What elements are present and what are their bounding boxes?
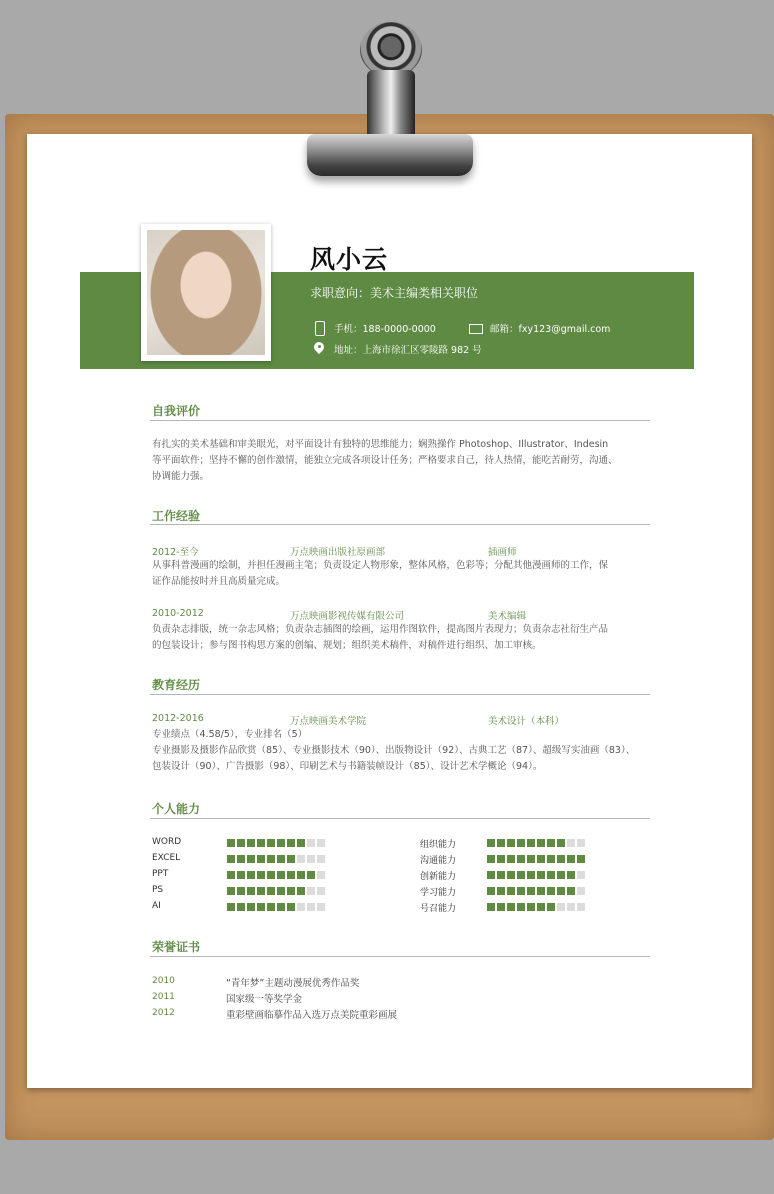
skill-level-square — [297, 887, 305, 895]
skill-level-square — [277, 903, 285, 911]
section-title-honors: 荣誉证书 — [152, 940, 201, 954]
skill-label: 创新能力 — [420, 872, 457, 882]
skill-level-square — [317, 903, 325, 911]
skill-level-square — [527, 871, 535, 879]
skill-label: AI — [152, 901, 161, 911]
skill-level-square — [317, 839, 325, 847]
text-line: 从事科普漫画的绘制，并担任漫画主笔；负责设定人物形象，整体风格，色彩等；分配其他漫画师的工作，保 — [152, 560, 609, 571]
skill-level-square — [527, 855, 535, 863]
text-line: 的包装设计；参与图书构思方案的创编、规划；组织美术稿件，对稿件进行组织、加工审核。 — [152, 640, 542, 651]
text-line: 协调能力强。 — [152, 471, 210, 482]
skill-level-square — [237, 871, 245, 879]
skill-level-square — [267, 839, 275, 847]
skill-level-square — [537, 903, 545, 911]
skill-level-square — [557, 903, 565, 911]
text-line: 证作品能按时并且高质量完成。 — [152, 576, 286, 587]
skill-level-square — [567, 887, 575, 895]
divider — [150, 956, 650, 957]
skill-level-square — [257, 903, 265, 911]
address-text: 地址：上海市徐汇区零陵路 982 号 — [334, 345, 482, 356]
skill-level-square — [527, 887, 535, 895]
skill-level-square — [307, 871, 315, 879]
skill-level-square — [507, 839, 515, 847]
edu-major: 美术设计（本科） — [488, 716, 565, 727]
skill-level-square — [227, 887, 235, 895]
address-contact — [312, 342, 482, 356]
edu-description — [152, 727, 647, 775]
skill-level-square — [317, 871, 325, 879]
text-line: 专业摄影及摄影作品欣赏（85）、专业摄影技术（90）、出版物设计（92）、古典工艺（87）、超级写实油画（83）、 — [152, 745, 636, 756]
skill-level-bar — [487, 903, 585, 911]
skill-level-square — [527, 839, 535, 847]
skill-level-square — [297, 839, 305, 847]
skill-label: 沟通能力 — [420, 856, 457, 866]
skill-level-square — [567, 839, 575, 847]
divider — [150, 524, 650, 525]
skill-level-square — [257, 871, 265, 879]
skill-level-square — [507, 887, 515, 895]
skill-level-square — [557, 839, 565, 847]
honor-year: 2011 — [152, 992, 175, 1002]
skill-level-bar — [227, 903, 325, 911]
skill-label: 号召能力 — [420, 904, 457, 914]
phone-contact — [312, 321, 436, 335]
skill-label: 组织能力 — [420, 840, 457, 850]
skill-level-square — [227, 855, 235, 863]
skill-level-square — [517, 871, 525, 879]
skill-level-square — [567, 855, 575, 863]
section-title-self-eval: 自我评价 — [152, 404, 201, 418]
skill-level-square — [307, 839, 315, 847]
skill-level-square — [557, 887, 565, 895]
skill-level-square — [307, 855, 315, 863]
skill-level-square — [577, 903, 585, 911]
work-company: 万点映画出版社原画部 — [290, 547, 386, 558]
text-line: 专业绩点（4.58/5），专业排名（5） — [152, 729, 308, 740]
skill-level-square — [487, 855, 495, 863]
skill-level-square — [267, 887, 275, 895]
skill-level-square — [317, 887, 325, 895]
skill-level-square — [577, 887, 585, 895]
skill-level-bar — [487, 871, 585, 879]
skill-label: PS — [152, 885, 164, 895]
divider — [150, 694, 650, 695]
skill-level-square — [547, 839, 555, 847]
job-intent: 求职意向：美术主编类相关职位 — [310, 286, 479, 300]
skill-level-square — [277, 839, 285, 847]
work-description — [152, 558, 647, 590]
skill-level-square — [487, 839, 495, 847]
location-pin-icon — [312, 342, 326, 356]
skill-level-square — [497, 887, 505, 895]
skill-level-square — [247, 903, 255, 911]
skill-level-bar — [487, 839, 585, 847]
honor-year: 2010 — [152, 976, 175, 986]
skill-level-square — [267, 871, 275, 879]
skill-level-square — [287, 839, 295, 847]
skill-level-square — [237, 903, 245, 911]
skill-level-bar — [487, 855, 585, 863]
skill-level-square — [487, 903, 495, 911]
skill-level-square — [527, 903, 535, 911]
skill-level-square — [257, 855, 265, 863]
binder-clip-icon — [295, 22, 475, 177]
skill-level-square — [237, 839, 245, 847]
mail-icon — [468, 321, 482, 335]
phone-icon — [312, 321, 326, 335]
skill-level-square — [277, 887, 285, 895]
section-title-skills: 个人能力 — [152, 802, 201, 816]
skill-level-square — [257, 887, 265, 895]
self-eval-text — [152, 437, 647, 485]
edu-period: 2012-2016 — [152, 713, 204, 724]
skill-level-square — [237, 887, 245, 895]
skill-level-square — [267, 855, 275, 863]
work-company: 万点映画影视传媒有限公司 — [290, 611, 405, 622]
skill-level-square — [517, 887, 525, 895]
honor-year: 2012 — [152, 1008, 175, 1018]
work-role: 插画师 — [488, 547, 517, 558]
text-line: 等平面软件；坚持不懈的创作激情，能独立完成各项设计任务；严格要求自己，待人热情，能吃苦耐劳，沟通、 — [152, 455, 618, 466]
skill-level-square — [287, 887, 295, 895]
skill-level-square — [227, 871, 235, 879]
skill-level-square — [497, 903, 505, 911]
text-line: 有扎实的美术基础和审美眼光，对平面设计有独特的思维能力；娴熟操作 Photoshop、Illustrator、Indesin — [152, 439, 609, 450]
text-line: 包装设计（90）、广告摄影（98）、印刷艺术与书籍装帧设计（85）、设计艺术学概论（94）。 — [152, 761, 543, 772]
skill-level-square — [577, 855, 585, 863]
resume-name: 风小云 — [310, 245, 389, 274]
skill-level-square — [537, 855, 545, 863]
skill-level-square — [287, 903, 295, 911]
text-line: 负责杂志排版，统一杂志风格；负责杂志插图的绘画，运用作图软件，提高图片表现力；负责杂志社衍生产品 — [152, 624, 609, 635]
skill-label: EXCEL — [152, 853, 181, 863]
skill-level-square — [537, 839, 545, 847]
skill-level-square — [287, 871, 295, 879]
skill-level-square — [567, 903, 575, 911]
skill-level-square — [237, 855, 245, 863]
skill-level-square — [507, 855, 515, 863]
honor-text: 重彩壁画临摹作品入选万点美院重彩画展 — [226, 1010, 398, 1021]
skill-level-square — [267, 903, 275, 911]
skill-level-square — [297, 903, 305, 911]
skill-level-square — [547, 887, 555, 895]
divider — [150, 818, 650, 819]
skill-level-square — [247, 887, 255, 895]
skill-label: PPT — [152, 869, 169, 879]
skill-level-square — [517, 855, 525, 863]
skill-level-square — [277, 871, 285, 879]
skill-level-square — [307, 887, 315, 895]
section-title-education: 教育经历 — [152, 678, 201, 692]
divider — [150, 420, 650, 421]
skill-level-square — [487, 871, 495, 879]
email-contact — [468, 321, 610, 335]
skill-level-bar — [227, 855, 325, 863]
skill-level-square — [507, 871, 515, 879]
skill-level-square — [547, 855, 555, 863]
work-period: 2010-2012 — [152, 608, 204, 619]
edu-school: 万点映画美术学院 — [290, 716, 367, 727]
skill-level-square — [287, 855, 295, 863]
skill-level-square — [487, 887, 495, 895]
skill-level-square — [247, 871, 255, 879]
work-period: 2012-至今 — [152, 547, 199, 558]
work-description — [152, 622, 647, 654]
skill-level-square — [247, 855, 255, 863]
skill-level-square — [497, 855, 505, 863]
honor-text: “青年梦”主题动漫展优秀作品奖 — [226, 978, 360, 989]
skill-level-square — [517, 839, 525, 847]
email-text: 邮箱：fxy123@gmail.com — [490, 324, 611, 335]
skill-level-square — [577, 839, 585, 847]
skill-level-square — [567, 871, 575, 879]
skill-level-square — [257, 839, 265, 847]
skill-level-square — [307, 903, 315, 911]
skill-level-square — [537, 871, 545, 879]
phone-text: 手机：188-0000-0000 — [334, 324, 436, 335]
skill-level-square — [317, 855, 325, 863]
skill-level-bar — [487, 887, 585, 895]
skill-level-square — [297, 855, 305, 863]
skill-level-bar — [227, 839, 325, 847]
skill-level-square — [507, 903, 515, 911]
honor-text: 国家级一等奖学金 — [226, 994, 303, 1005]
skill-label: 学习能力 — [420, 888, 457, 898]
skill-level-square — [297, 871, 305, 879]
skill-level-square — [547, 903, 555, 911]
section-title-work: 工作经验 — [152, 509, 201, 523]
skill-level-square — [577, 871, 585, 879]
skill-label: WORD — [152, 837, 182, 847]
skill-level-square — [497, 871, 505, 879]
work-role: 美术编辑 — [488, 611, 527, 622]
skill-level-square — [517, 903, 525, 911]
avatar — [141, 224, 271, 361]
skill-level-square — [227, 903, 235, 911]
skill-level-bar — [227, 871, 325, 879]
skill-level-square — [497, 839, 505, 847]
skill-level-square — [247, 839, 255, 847]
skill-level-square — [557, 855, 565, 863]
skill-level-square — [227, 839, 235, 847]
skill-level-square — [537, 887, 545, 895]
skill-level-square — [277, 855, 285, 863]
skill-level-bar — [227, 887, 325, 895]
skill-level-square — [557, 871, 565, 879]
skill-level-square — [547, 871, 555, 879]
